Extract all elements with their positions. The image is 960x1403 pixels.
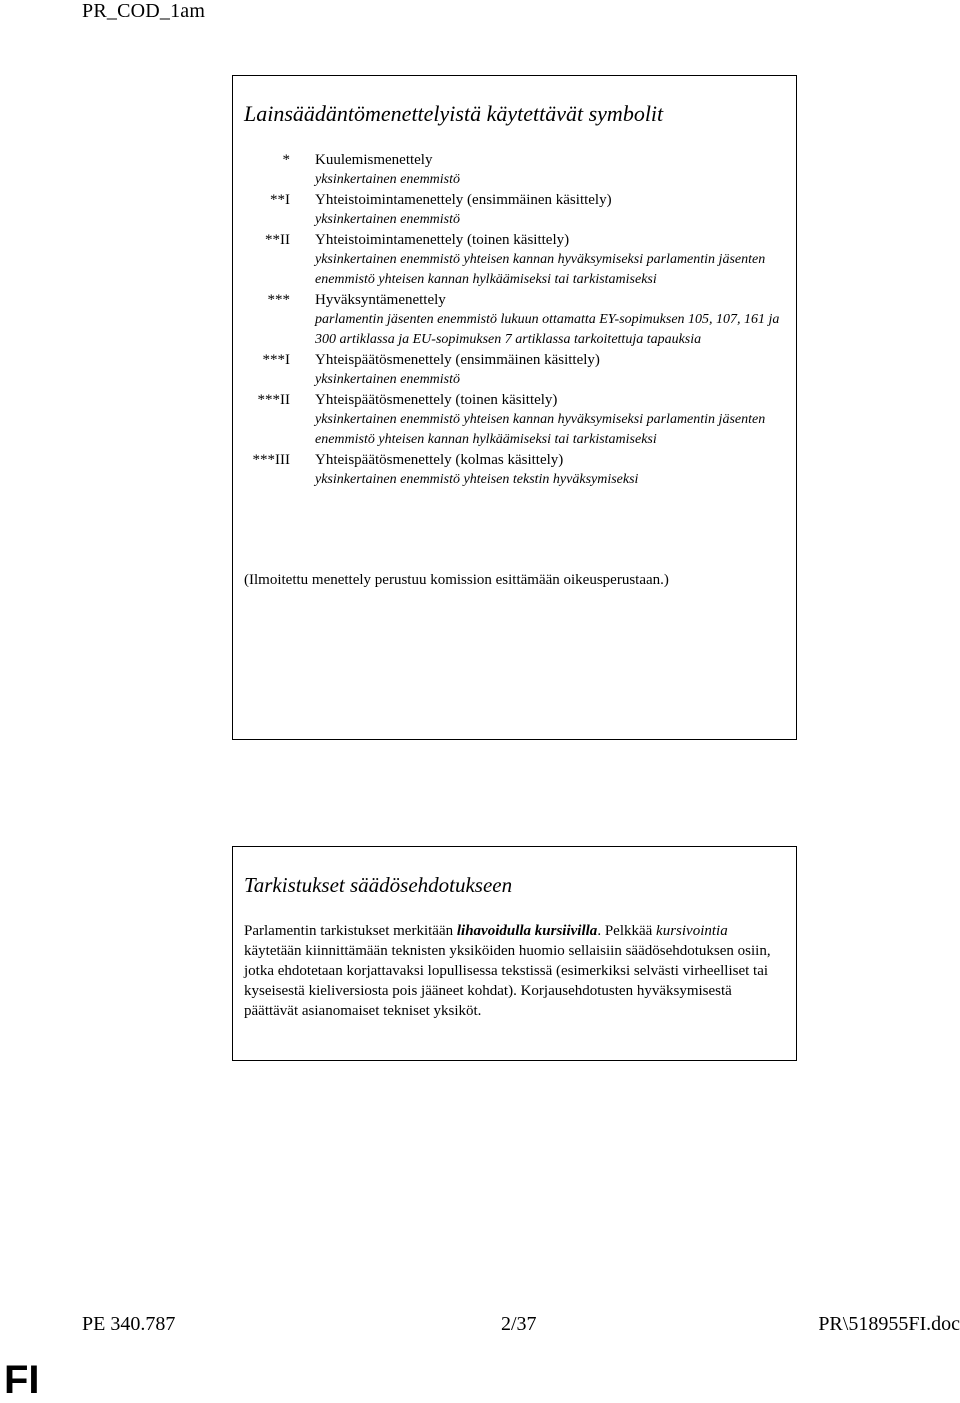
symbol-row <box>233 350 796 390</box>
symbols-box <box>232 75 797 740</box>
symbol-code: ***II <box>257 392 290 408</box>
symbol-description: parlamentin jäsenten enemmistö lukuun ottamatta EY-sopimuksen 105, 107, 161 ja 300 artiklassa ja EU-sopimuksen 7 artiklassa tarkoitettuja tapauksia <box>315 312 780 347</box>
symbol-name: Yhteispäätösmenettely (kolmas käsittely) <box>315 452 564 468</box>
symbol-code: ***III <box>252 452 290 468</box>
symbol-name: Yhteistoimintamenettely (toinen käsittely) <box>315 232 570 248</box>
symbol-name: Yhteispäätösmenettely (toinen käsittely) <box>315 392 558 408</box>
symbol-code: ***I <box>262 352 290 368</box>
symbol-row <box>233 150 796 190</box>
legal-basis-note: (Ilmoitettu menettely perustuu komission esittämään oikeusperustaan.) <box>244 572 669 588</box>
symbol-description: yksinkertainen enemmistö yhteisen tekstin hyväksymiseksi <box>315 472 639 487</box>
italic-term: kursivointia <box>656 923 728 939</box>
symbol-code: * <box>282 152 290 168</box>
symbol-description: yksinkertainen enemmistö yhteisen kannan hyväksymiseksi parlamentin jäsenten enemmistö yhteisen kannan hylkäämiseksi tai tarkistamiseksi <box>315 252 766 287</box>
amendments-box <box>232 846 797 1061</box>
amendments-text: Parlamentin tarkistukset merkitään <box>244 923 457 939</box>
symbol-name: Yhteispäätösmenettely (ensimmäinen käsittely) <box>315 352 600 368</box>
symbol-row <box>233 290 796 350</box>
symbol-row <box>233 190 796 230</box>
amendments-text: . Pelkkää <box>597 923 657 939</box>
bold-italic-term: lihavoidulla kursiivilla <box>456 923 598 939</box>
symbol-code: **II <box>265 232 290 248</box>
symbol-name: Hyväksyntämenettely <box>315 292 446 308</box>
language-code: FI <box>4 1358 40 1402</box>
symbol-code: **I <box>270 192 290 208</box>
footer-reference: PE 340.787 <box>82 1313 176 1335</box>
amendments-paragraph <box>244 921 779 1021</box>
page-number: 2/37 <box>501 1313 537 1335</box>
symbol-name: Yhteistoimintamenettely (ensimmäinen käsittely) <box>315 192 612 208</box>
symbol-row <box>233 390 796 450</box>
footer-filename: PR\518955FI.doc <box>818 1313 960 1335</box>
document-code: PR_COD_1am <box>82 0 206 22</box>
amendments-text: käytetään kiinnittämään teknisten yksiköiden huomio sellaisiin säädösehdotuksen osiin, jotka ehdotetaan korjattavaksi lopullisessa tekstissä (esimerkiksi selvästi virheelliset tai kyseisestä kieliversiosta pois jääneet kohdat). Korjausehdotusten hyväksymisestä päättävät asianomaiset tekniset yksiköt. <box>244 943 771 1019</box>
symbol-name: Kuulemismenettely <box>315 152 433 168</box>
symbols-title: Lainsäädäntömenettelyistä käytettävät symbolit <box>244 101 664 126</box>
symbol-row <box>233 230 796 290</box>
symbol-description: yksinkertainen enemmistö <box>315 212 461 227</box>
symbol-description: yksinkertainen enemmistö <box>315 372 461 387</box>
symbol-code: *** <box>267 292 290 308</box>
symbol-description: yksinkertainen enemmistö yhteisen kannan hyväksymiseksi parlamentin jäsenten enemmistö yhteisen kannan hylkäämiseksi tai tarkistamiseksi <box>315 412 766 447</box>
amendments-title: Tarkistukset säädösehdotukseen <box>244 873 513 897</box>
symbol-description: yksinkertainen enemmistö <box>315 172 461 187</box>
symbol-row <box>233 450 796 490</box>
symbols-list <box>233 150 796 490</box>
